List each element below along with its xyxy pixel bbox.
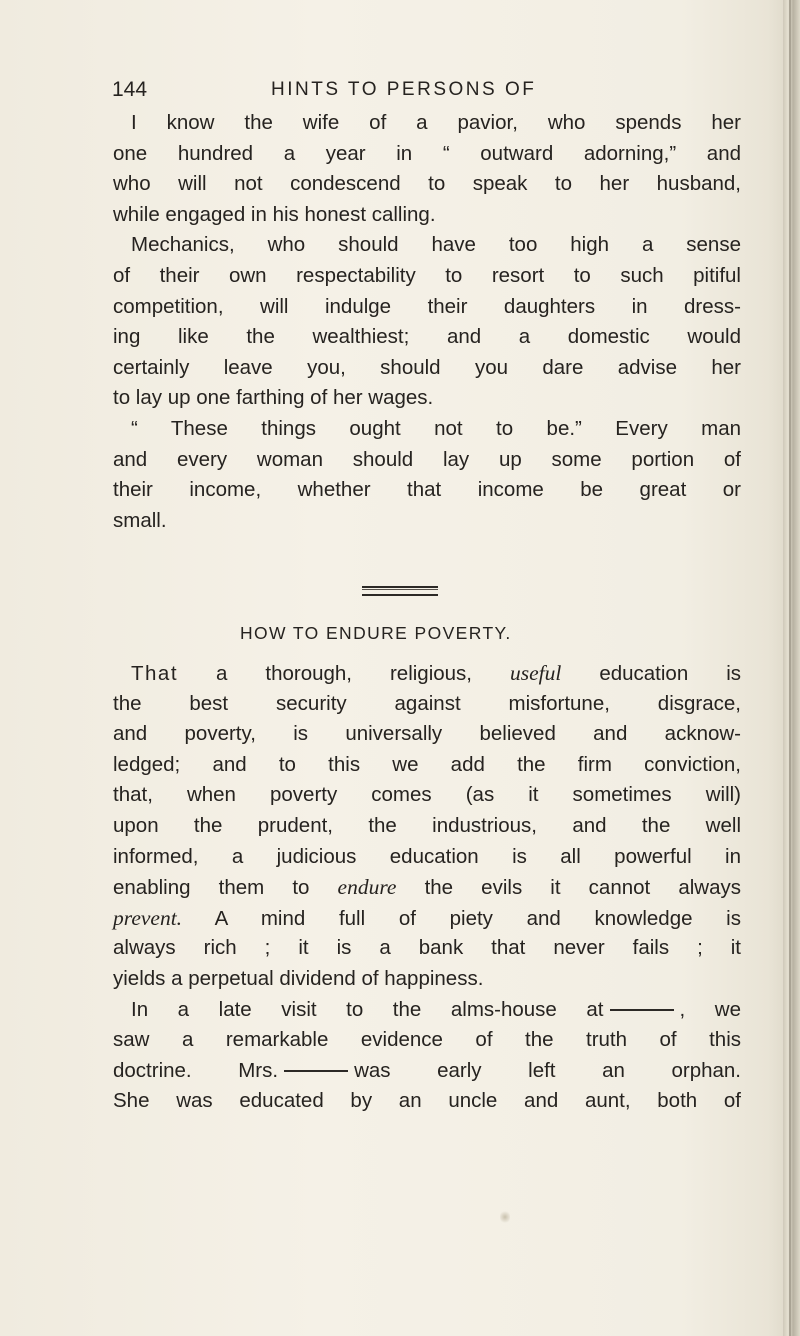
text-line: of their own respectability to resort to such pitiful <box>113 263 741 287</box>
text-line: ing like the wealthiest; and a domestic would <box>113 325 741 349</box>
section-divider-rule <box>362 586 438 596</box>
text-line: the best security against misfortune, disgrace, <box>113 691 741 715</box>
paper-speck <box>500 1210 510 1224</box>
italic-word: endure <box>337 875 397 900</box>
running-head: HINTS TO PERSONS OF <box>271 79 537 100</box>
page-number: 144 <box>112 78 148 101</box>
text-line: while engaged in his honest calling. <box>113 202 436 226</box>
text-line: “ These things ought not to be.” Every man <box>131 416 741 440</box>
text-span: enabling them to <box>113 876 338 900</box>
text-line: saw a remarkable evidence of the truth of this <box>113 1028 741 1052</box>
text-block-section <box>113 658 741 1117</box>
text-line: to lay up one farthing of her wages. <box>113 386 434 410</box>
text-line: upon the prudent, the industrious, and the well <box>113 813 741 837</box>
text-block-top <box>113 108 741 536</box>
text-line: She was educated by an uncle and aunt, both of <box>113 1089 741 1113</box>
elided-name-dash <box>284 1070 348 1072</box>
italic-word: prevent. <box>113 905 183 930</box>
opening-word: That <box>131 662 179 685</box>
text-line: certainly leave you, should you dare advise her <box>113 355 741 379</box>
text-line: and every woman should lay up some portion of <box>113 447 741 471</box>
text-span: , we <box>679 997 741 1021</box>
elided-name-dash <box>610 1009 674 1011</box>
book-gutter-line <box>789 0 791 1336</box>
text-line <box>113 872 741 903</box>
text-line: one hundred a year in “ outward adorning,” and <box>113 141 741 165</box>
text-line: I know the wife of a pavior, who spends her <box>131 111 741 134</box>
text-line: that, when poverty comes (as it sometimes will) <box>113 783 741 807</box>
text-span: the evils it cannot always <box>396 876 741 900</box>
page-header <box>112 75 752 105</box>
text-line: informed, a judicious education is all powerful in <box>113 844 741 868</box>
text-span: doctrine. Mrs. <box>113 1058 279 1082</box>
text-line: and poverty, is universally believed and acknow- <box>113 722 741 746</box>
text-line <box>113 658 741 689</box>
text-line: competition, will indulge their daughters in dress- <box>113 294 741 318</box>
text-span: A mind full of piety and knowledge is <box>182 906 741 930</box>
text-line: who will not condescend to speak to her husband, <box>113 172 741 196</box>
text-line <box>113 903 741 934</box>
book-gutter-edge <box>783 0 800 1336</box>
text-line: always rich ; it is a bank that never fails ; it <box>113 936 741 960</box>
text-line: their income, whether that income be great or <box>113 478 741 502</box>
text-line: ledged; and to this we add the firm conviction, <box>113 752 741 776</box>
section-heading: HOW TO ENDURE POVERTY. <box>240 623 512 643</box>
text-span: was early left an orphan. <box>354 1058 742 1082</box>
text-line: small. <box>113 508 167 532</box>
italic-word: useful <box>509 661 562 685</box>
text-line: Mechanics, who should have too high a sense <box>131 233 741 257</box>
text-line: yields a perpetual dividend of happiness. <box>113 966 484 990</box>
text-span: a thorough, religious, <box>178 662 510 685</box>
text-line <box>113 995 741 1026</box>
text-line <box>113 1056 741 1087</box>
text-span: education is <box>561 662 741 685</box>
text-span: In a late visit to the alms-house at <box>131 997 604 1021</box>
